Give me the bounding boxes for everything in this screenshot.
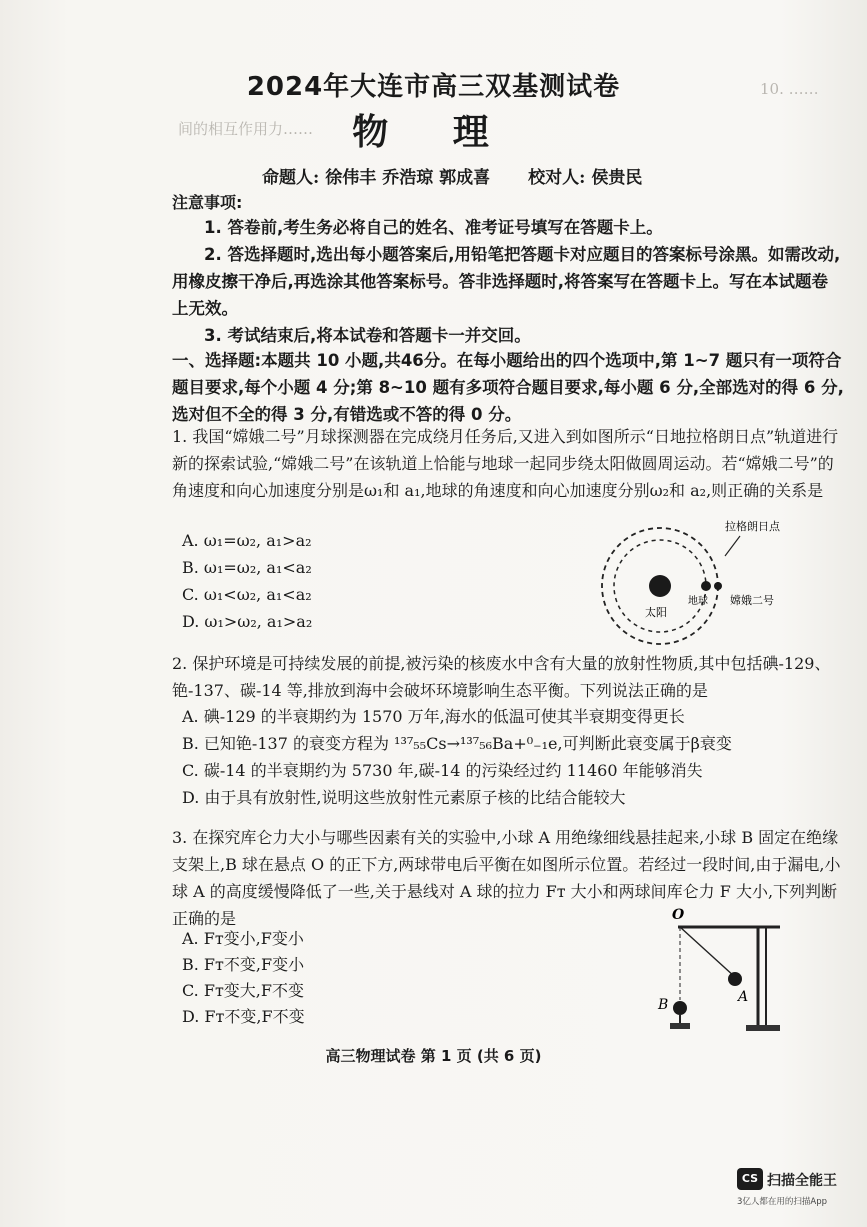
notice-item-2: 2. 答选择题时,选出每小题答案后,用铅笔把答题卡对应题目的答案标号涂黑。如需改动,用橡皮擦干净后,再选涂其他答案标号。答非选择题时,将答案写在答题卡上。写在本试题卷上无效。 [172, 245, 841, 318]
q2-option-a: A. 碘-129 的半衰期约为 1570 万年,海水的低温可使其半衰期变得更长 [182, 707, 685, 726]
question-2-stem: 2. 保护环境是可持续发展的前提,被污染的核废水中含有大量的放射性物质,其中包括碘-129、铯-137、碳-14 等,排放到海中会破坏环境影响生态平衡。下列说法正确的是 [172, 654, 831, 700]
q2-option-c: C. 碳-14 的半衰期约为 5730 年,碳-14 的污染经过约 11460 年能够消失 [182, 761, 703, 780]
notice-heading: 注意事项: [172, 193, 243, 212]
earth-label: 地球 [688, 596, 708, 607]
label-b: B [658, 997, 669, 1013]
q2-option-d: D. 由于具有放射性,说明这些放射性元素原子核的比结合能较大 [182, 788, 626, 807]
subject-title: 物 理 [352, 112, 515, 153]
bleed-text: 10. …… [760, 80, 819, 98]
q3-coulomb-figure [640, 905, 800, 1040]
section-1-instructions [172, 347, 847, 428]
exam-title: 2024年大连市高三双基测试卷 [246, 72, 621, 102]
notice-item-3: 3. 考试结束后,将本试卷和答题卡一并交回。 [204, 326, 531, 345]
q3-option-c: C. Fᴛ变大,F不变 [182, 981, 304, 1000]
authors-label: 命题人: [262, 168, 320, 188]
sun-icon [649, 575, 671, 597]
lagrange-label: 拉格朗日点 [725, 520, 780, 533]
label-a: A [738, 989, 749, 1005]
stand-b-base [670, 1023, 690, 1029]
checker-name: 侯贵民 [591, 168, 643, 188]
question-3-stem: 3. 在探究库仑力大小与哪些因素有关的实验中,小球 A 用绝缘细线悬挂起来,小球 B 固定在绝缘支架上,B 球在悬点 O 的正下方,两球带电后平衡在如图所示位置。若经过一段时间,由于漏电,小球 A 的高度缓慢降低了一些,关于悬线对 A 球的拉力 Fᴛ 大小和两球间库仑力 F 大小,下列判断正确的是 [172, 828, 841, 928]
q1-option-d: D. ω₁>ω₂, a₁>a₂ [182, 612, 313, 631]
section-1-text: 一、选择题:本题共 10 小题,共46分。在每小题给出的四个选项中,第 1~7 题只有一项符合题目要求,每个小题 4 分;第 8~10 题有多项符合题目要求,每小题 6 分,全部选对的得 6 分,选对但不全的得 3 分,有错选或不答的得 0 分。 [172, 351, 844, 424]
scanner-app-name: 扫描全能王 [767, 1173, 837, 1189]
question-1-stem: 1. 我国“嫦娥二号”月球探测器在完成绕月任务后,又进入到如图所示“日地拉格朗日点”轨道进行新的探索试验,“嫦娥二号”在该轨道上恰能与地球一起同步绕太阳做圆周运动。若“嫦娥二号”的角速度和向心加速度分别是ω₁和 a₁,地球的角速度和向心加速度分别ω₂和 a₂,则正确的关系是 [172, 427, 839, 500]
authors-line [262, 163, 660, 188]
label-o: O [672, 907, 685, 923]
scanner-tagline: 3亿人都在用的扫描App [737, 1197, 828, 1207]
q1-option-c: C. ω₁<ω₂, a₁<a₂ [182, 585, 312, 604]
probe-label: 嫦娥二号 [730, 594, 774, 607]
q1-option-a: A. ω₁=ω₂, a₁>a₂ [182, 531, 312, 550]
authors-names: 徐伟丰 乔浩琼 郭成喜 [325, 168, 491, 188]
suspension-thread [680, 927, 735, 977]
sun-label: 太阳 [645, 606, 667, 619]
bleed-text: 间的相互作用力…… [178, 120, 314, 138]
q3-option-d: D. Fᴛ不变,F不变 [182, 1007, 305, 1026]
ball-b-icon [673, 1001, 687, 1015]
checker-label: 校对人: [528, 168, 586, 188]
notice-item-1: 1. 答卷前,考生务必将自己的姓名、准考证号填写在答题卡上。 [204, 218, 663, 237]
lagrange-pointer [725, 536, 740, 556]
scanner-watermark [737, 1168, 857, 1218]
stand-base [746, 1025, 780, 1031]
q1-option-b: B. ω₁=ω₂, a₁<a₂ [182, 558, 312, 577]
q1-orbit-figure [595, 508, 845, 658]
probe-icon [714, 582, 722, 590]
camscanner-logo-icon: CS [737, 1168, 763, 1190]
page-footer: 高三物理试卷 第 1 页 (共 6 页) [325, 1047, 542, 1065]
ball-a-icon [728, 972, 742, 986]
earth-icon [701, 581, 711, 591]
q3-option-a: A. Fᴛ变小,F变小 [182, 929, 304, 948]
q2-option-b: B. 已知铯-137 的衰变方程为 ¹³⁷₅₅Cs→¹³⁷₅₆Ba+⁰₋₁e,可判断此衰变属于β衰变 [182, 734, 732, 753]
q3-option-b: B. Fᴛ不变,F变小 [182, 955, 305, 974]
